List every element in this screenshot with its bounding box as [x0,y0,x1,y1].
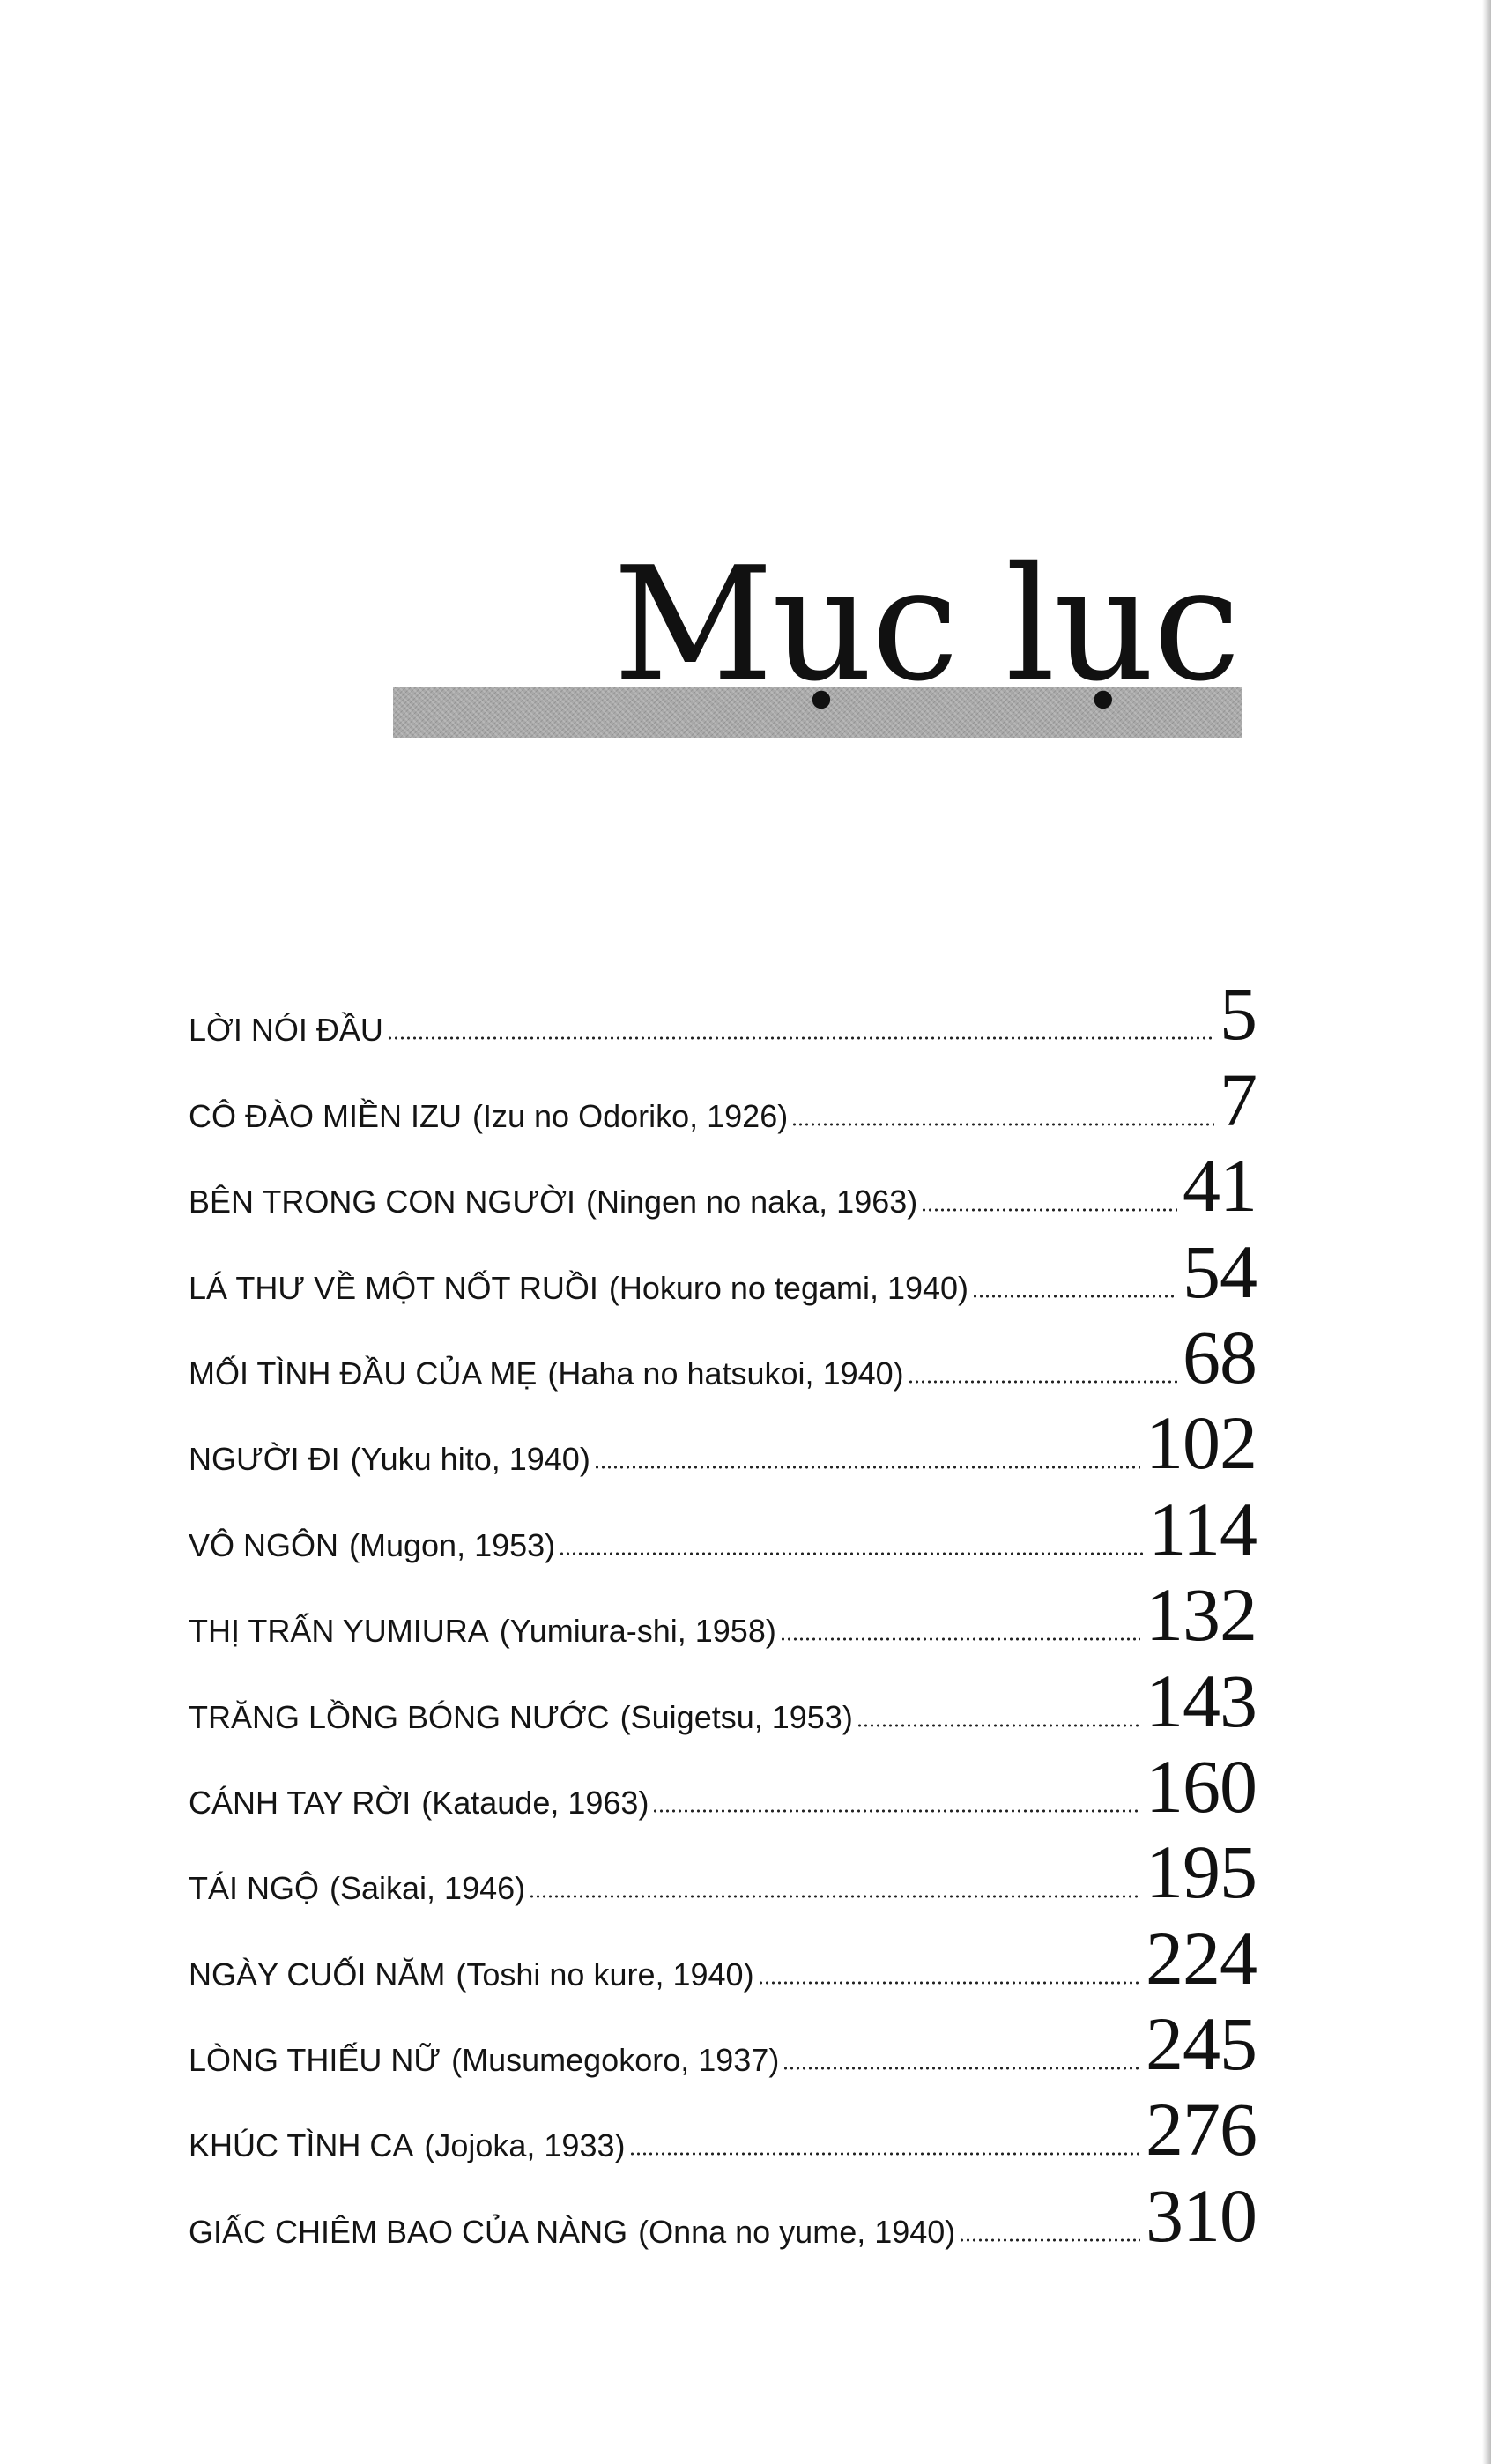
toc-entry-title [189,1354,904,1397]
toc-entry-vietnamese-title: KHÚC TÌNH CA [189,2127,414,2164]
title-block [393,533,1242,749]
toc-entry-vietnamese-title: TÁI NGỘ [189,1870,320,1907]
toc-dot-leader [857,1723,1140,1728]
toc-entry-original-title: (Suigetsu, 1953) [619,1698,853,1735]
toc-entry-vietnamese-title: LÒNG THIẾU NỮ [189,2042,441,2079]
toc-entry [189,1998,1257,2087]
toc-entry-title [189,1526,556,1569]
toc-entry-title [189,1784,649,1826]
toc-dot-leader [959,2238,1140,2243]
toc-entry-page-number: 68 [1183,1314,1257,1399]
toc-entry [189,1311,1257,1397]
toc-entry-vietnamese-title: TRĂNG LỒNG BÓNG NƯỚC [189,1698,610,1735]
toc-entry-title [189,1097,789,1139]
toc-dot-leader [387,1035,1214,1041]
toc-dot-leader [783,2066,1140,2071]
toc-entry-vietnamese-title: MỐI TÌNH ĐẦU CỦA MẸ [189,1354,538,1392]
toc-entry-original-title: (Haha no hatsukoi, 1940) [547,1354,904,1392]
toc-entry-title [189,1441,590,1482]
toc-entry-vietnamese-title: THỊ TRẤN YUMIURA [189,1613,489,1650]
toc-dot-leader [529,1894,1140,1899]
toc-entry-title [189,2213,956,2255]
toc-entry-page-number: 102 [1146,1400,1257,1486]
toc-dot-leader [908,1379,1177,1384]
toc-entry-original-title: (Hokuro no tegami, 1940) [608,1269,969,1306]
toc-entry [189,1225,1257,1314]
toc-entry-page-number: 132 [1146,1572,1257,1658]
toc-entry-original-title: (Musumegokoro, 1937) [451,2042,780,2079]
toc-dot-leader [758,1980,1140,1985]
toc-entry-page-number: 54 [1183,1228,1257,1314]
toc-entry-page-number: 245 [1146,2001,1257,2087]
toc-entry-vietnamese-title: VÔ NGÔN [189,1526,339,1563]
toc-entry [189,1139,1257,1228]
toc-entry-vietnamese-title: NGƯỜI ĐI [189,1441,340,1478]
toc-entry-title [189,1870,526,1911]
toc-dot-leader [780,1636,1140,1642]
toc-entry-page-number: 143 [1146,1658,1257,1743]
toc-entry [189,1740,1257,1829]
toc-entry-title [189,1186,917,1225]
toc-dot-leader [921,1207,1177,1213]
toc-entry-original-title: (Jojoka, 1933) [424,2127,626,2164]
toc-entry-title [189,1014,383,1053]
toc-entry-title [189,1615,776,1654]
toc-entry-original-title: (Yumiura-shi, 1958) [499,1613,776,1650]
toc-entry-page-number: 310 [1146,2172,1257,2258]
page-edge [1482,0,1491,2464]
toc-entry-original-title: (Kataude, 1963) [421,1784,649,1821]
toc-entry-page-number: 276 [1146,2087,1257,2172]
toc-entry-vietnamese-title: LỜI NÓI ĐẦU [189,1012,383,1049]
toc-entry [189,1053,1257,1142]
toc-entry [189,2083,1257,2172]
toc-entry-vietnamese-title: CÔ ĐÀO MIỀN IZU [189,1097,463,1134]
toc-dot-leader [972,1294,1177,1299]
toc-dot-leader [791,1122,1214,1127]
toc-entry-original-title: (Onna no yume, 1940) [638,2213,956,2250]
toc-entry [189,1569,1257,1658]
toc-dot-leader [629,2151,1141,2156]
toc-dot-leader [652,1808,1140,1814]
toc-entry-original-title: (Toshi no kure, 1940) [456,1956,754,1993]
toc-entry [189,1654,1257,1743]
toc-entry-title [189,2127,626,2169]
toc-entry-original-title: (Izu no Odoriko, 1926) [472,1097,789,1134]
toc-entry-original-title: (Saikai, 1946) [330,1870,526,1907]
toc-entry [189,1911,1257,2000]
toc-entry [189,1482,1257,1571]
toc-entry [189,968,1257,1057]
toc-entry-title [189,1269,969,1311]
toc-entry-vietnamese-title: NGÀY CUỐI NĂM [189,1956,446,1993]
toc-entry [189,1397,1257,1486]
toc-entry-page-number: 5 [1220,971,1257,1057]
toc-entry-page-number: 41 [1183,1143,1257,1228]
toc-entry-vietnamese-title: GIẤC CHIÊM BAO CỦA NÀNG [189,2213,628,2250]
toc-entry-page-number: 114 [1148,1486,1257,1571]
toc-dot-leader [594,1465,1140,1470]
page-title: Mục lục [612,533,1239,716]
toc-entry-title [189,1956,754,1998]
toc-entry-vietnamese-title: CÁNH TAY RỜI [189,1784,412,1821]
toc-entry-title [189,2042,780,2083]
toc-entry-page-number: 160 [1146,1743,1257,1829]
toc-entry-vietnamese-title: LÁ THƯ VỀ MỘT NỐT RUỒI [189,1269,598,1306]
toc-dot-leader [559,1551,1143,1556]
toc-entry [189,2169,1257,2258]
toc-entry-title [189,1698,853,1740]
toc-entry-page-number: 224 [1146,1915,1257,2000]
toc-entry-vietnamese-title: BÊN TRONG CON NGƯỜI [189,1184,575,1221]
table-of-contents [189,968,1257,2258]
toc-entry-original-title: (Yuku hito, 1940) [350,1441,590,1478]
toc-entry-original-title: (Mugon, 1953) [349,1526,556,1563]
toc-entry [189,1826,1257,1915]
toc-entry-original-title: (Ningen no naka, 1963) [585,1184,918,1221]
toc-entry-page-number: 7 [1220,1057,1257,1142]
toc-entry-page-number: 195 [1146,1829,1257,1915]
